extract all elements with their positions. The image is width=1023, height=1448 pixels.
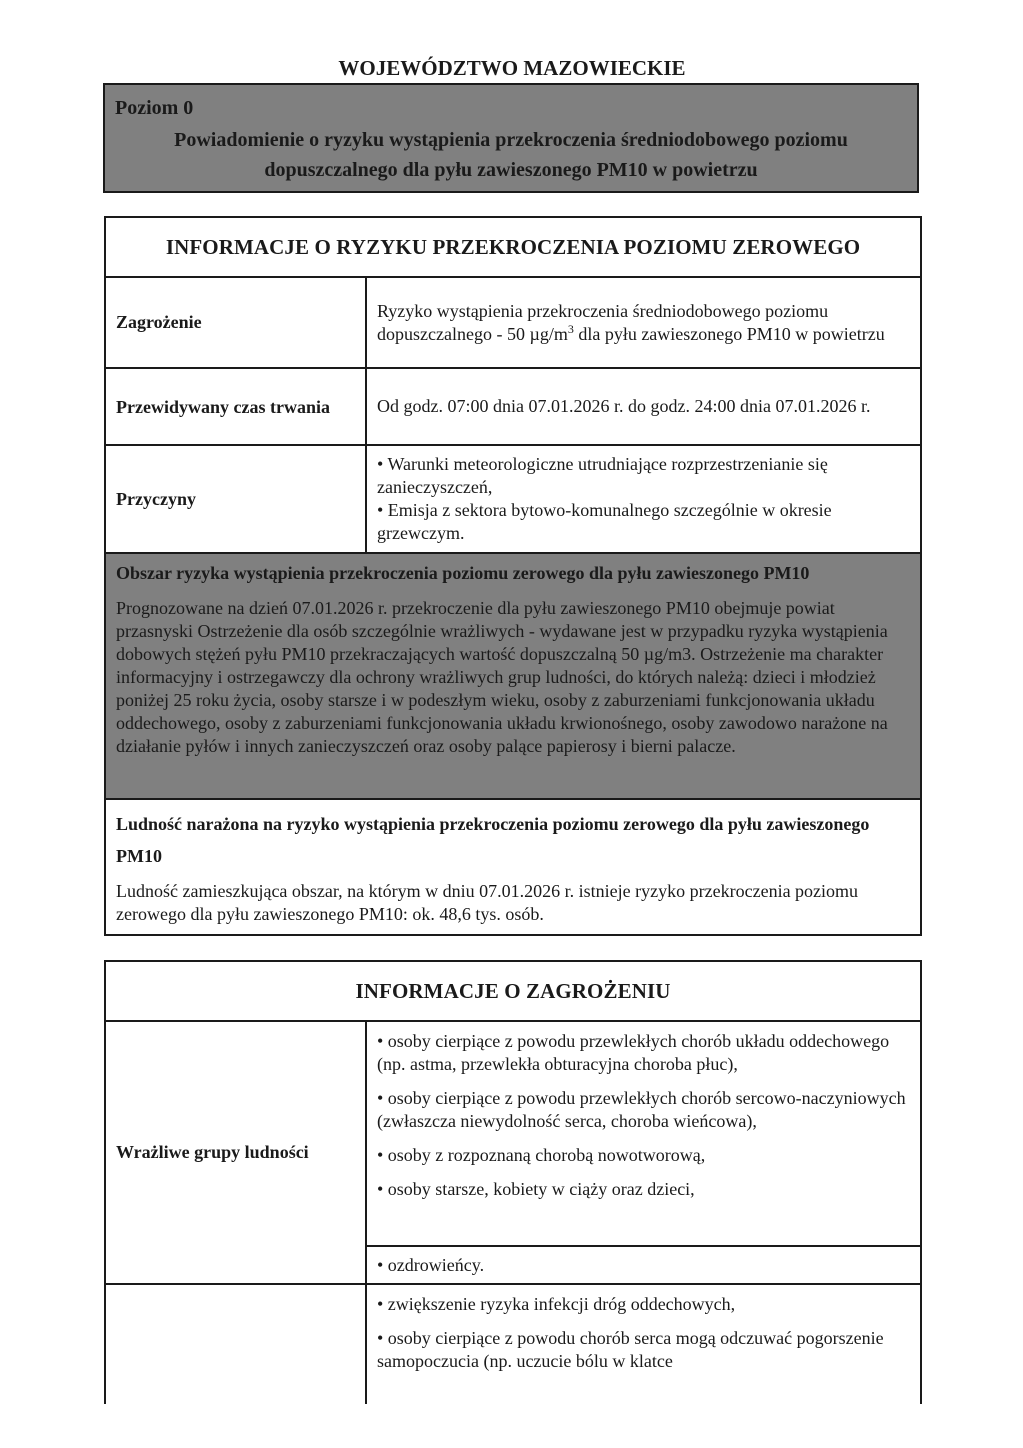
effects-label	[105, 1284, 366, 1404]
level-banner	[103, 83, 919, 193]
effect-item: • osoby cierpiące z powodu chorób serca mogą odczuwać pogorszenie samopoczucia (np. uczucie bólu w klatce	[377, 1328, 884, 1371]
population-text: Ludność zamieszkująca obszar, na którym w dniu 07.01.2026 r. istnieje ryzyko przekroczenia poziomu zerowego dla pyłu zawieszonego PM10: ok. 48,6 tys. osób.	[116, 881, 859, 924]
threat-value: Ryzyko wystąpienia przekroczenia średniodobowego poziomu dopuszczalnego - 50 $\mu g/m^3$ dla pyłu zawieszonego PM10 w powietrzu	[366, 277, 921, 368]
threat-row	[105, 277, 921, 368]
level-description: Powiadomienie o ryzyku wystąpienia przekroczenia średniodobowego poziomu dopuszczalnego dla pyłu zawieszonego PM10 w powietrzu	[174, 129, 848, 181]
page-title: WOJEWÓDZTWO MAZOWIECKIE	[338, 56, 686, 80]
threat-info-title: INFORMACJE O ZAGROŻENIU	[105, 961, 921, 1021]
causes-label: Przyczyny	[105, 445, 366, 553]
groups-row	[105, 1021, 921, 1246]
groups-list	[366, 1021, 921, 1246]
effects-list	[366, 1284, 921, 1404]
threat-label: Zagrożenie	[105, 277, 366, 368]
causes-list	[366, 445, 921, 553]
cause-item: • Warunki meteorologiczne utrudniające rozprzestrzenianie się zanieczyszczeń,	[377, 454, 828, 497]
area-text: Prognozowane na dzień 07.01.2026 r. przekroczenie dla pyłu zawieszonego PM10 obejmuje powiat przasnyski Ostrzeżenie dla osób szczególnie wrażliwych - wydawane jest w przypadku ryzyka wystąpienia dobowych stężeń pyłu PM10 przekraczających wartość dopuszczalną 50 µg/m3. Ostrzeżenie ma charakter informacyjny i ostrzegawczy dla ochrony wrażliwych grup ludności, do których należą: dzieci i młodzież poniżej 25 roku życia, osoby starsze i w podeszłym wieku, osoby z zaburzeniami funkcjonowania układu oddechowego, osoby z zaburzeniami funkcjonowania układu krwionośnego, osoby zawodowo narażone na działanie pyłów i innych zanieczyszczeń oraz osoby palące papierosy i bierni palacze.	[116, 598, 888, 756]
population-block	[105, 799, 921, 935]
population-title: Ludność narażona na ryzyko wystąpienia przekroczenia poziomu zerowego dla pyłu zawieszonego PM10	[116, 814, 870, 866]
group-item-last: • ozdrowieńcy.	[366, 1246, 921, 1284]
area-block	[105, 553, 921, 799]
duration-row	[105, 368, 921, 445]
duration-value: Od godz. 07:00 dnia 07.01.2026 r. do godz. 24:00 dnia 07.01.2026 r.	[366, 368, 921, 445]
cause-item: • Emisja z sektora bytowo-komunalnego szczególnie w okresie grzewczym.	[377, 500, 832, 543]
effect-item: • zwiększenie ryzyka infekcji dróg oddechowych,	[377, 1294, 736, 1314]
threat-info-table	[104, 960, 922, 1404]
group-item: • osoby z rozpoznaną chorobą nowotworową,	[377, 1145, 706, 1165]
level-label: Poziom 0	[115, 97, 194, 119]
group-item: • osoby starsze, kobiety w ciąży oraz dzieci,	[377, 1179, 695, 1199]
group-item: • osoby cierpiące z powodu przewlekłych chorób sercowo-naczyniowych (zwłaszcza niewydolność serca, choroba wieńcowa),	[377, 1088, 906, 1131]
area-row	[105, 553, 921, 799]
risk-info-table	[104, 216, 922, 936]
effects-row	[105, 1284, 921, 1404]
group-item: • osoby cierpiące z powodu przewlekłych chorób układu oddechowego (np. astma, przewlekła obturacyjna choroba płuc),	[377, 1031, 890, 1074]
risk-info-title: INFORMACJE O RYZYKU PRZEKROCZENIA POZIOMU ZEROWEGO	[105, 217, 921, 277]
population-row	[105, 799, 921, 935]
groups-label: Wrażliwe grupy ludności	[105, 1021, 366, 1284]
area-title: Obszar ryzyka wystąpienia przekroczenia poziomu zerowego dla pyłu zawieszonego PM10	[116, 563, 810, 583]
duration-label: Przewidywany czas trwania	[105, 368, 366, 445]
causes-row	[105, 445, 921, 553]
